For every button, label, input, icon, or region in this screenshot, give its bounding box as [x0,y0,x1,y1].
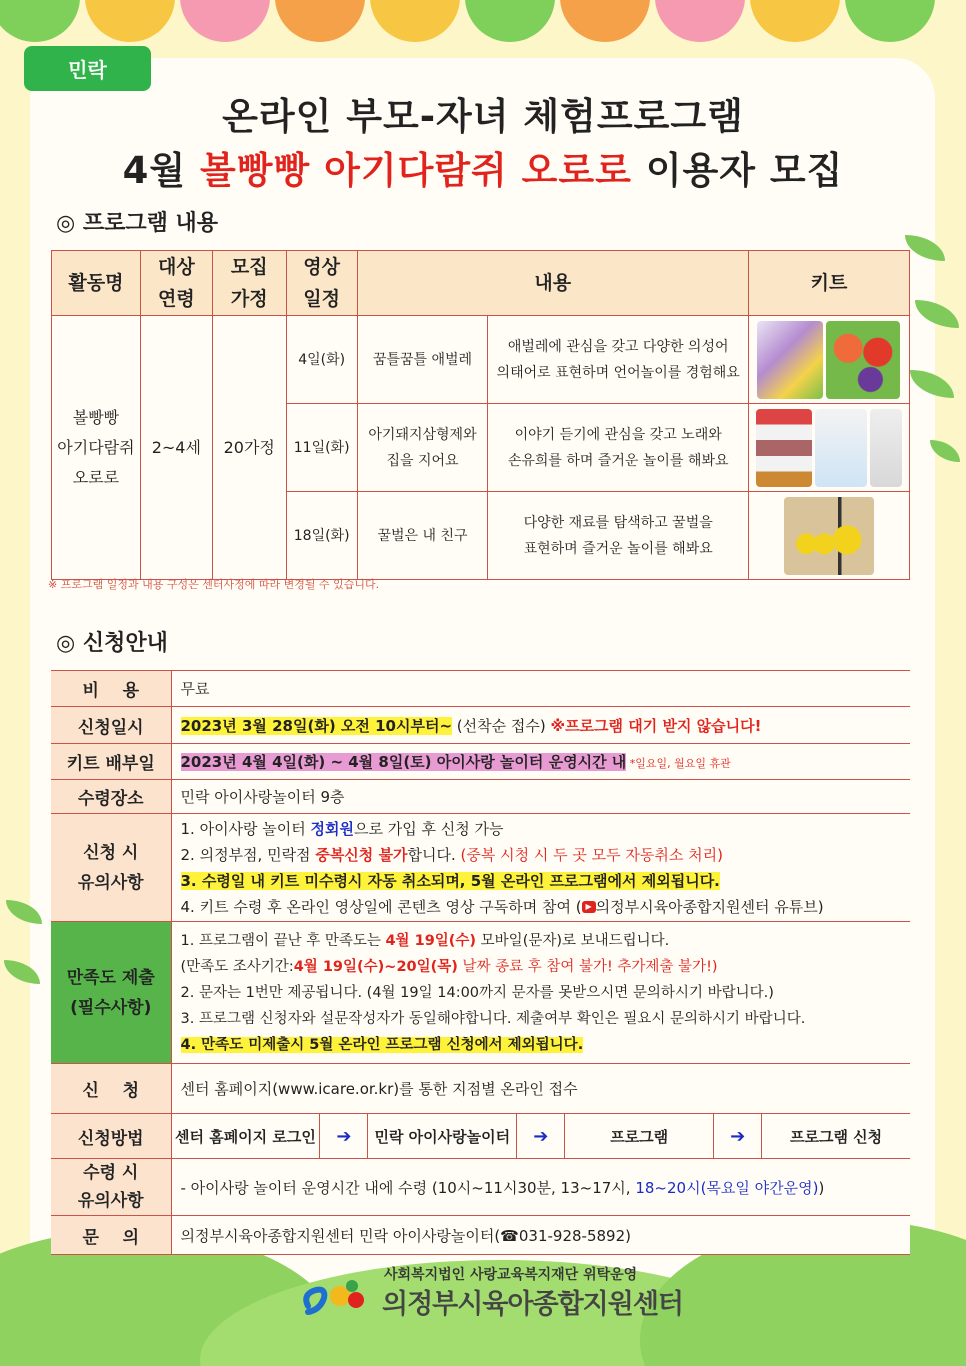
header-kit: 키트 [748,251,909,316]
method-step-login: 센터 홈페이지 로그인 [172,1114,321,1158]
branch-tag: 민락 [24,46,151,91]
apply-table [51,670,910,1255]
kit-image-bee [748,492,909,580]
page-subtitle [0,140,966,194]
kit-image-caterpillar [748,316,909,404]
footer-logo [300,1262,700,1322]
receive-value: - 아이사랑 놀이터 운영시간 내에 수령 (10시~11시30분, 13~17시, 18~20시(목요일 야간운영)) [171,1159,910,1216]
row-title: 아기돼지삼형제와 집을 지어요 [357,404,488,492]
target-age: 2~4세 [140,316,212,580]
caution-value: 1. 아이사랑 놀이터 정회원으로 가입 후 신청 가능 2. 의정부점, 민락점 중복신청 불가합니다. (중복 시청 시 두 곳 모두 자동취소 처리) 3. 수령일 내 키트 미수령시 자동 취소되며, 5월 온라인 프로그램에서 제외됩니다. 4. 키트 수령 후 온라인 영상일에 콘텐츠 영상 구독하며 참여 ( ▶ 의정부시육아종합지원센터 유튜브) [171,814,910,922]
kit-day-value: 2023년 4월 4일(화) ~ 4월 8일(토) 아이사랑 놀이터 운영시간 내 *일요일, 월요일 휴관 [171,744,910,780]
fee-label: 비 용 [51,671,171,707]
survey-label: 만족도 제출 (필수사항) [51,922,171,1064]
apply-date-label: 신청일시 [51,707,171,744]
recruit-families: 20가정 [212,316,286,580]
row-desc: 애벌레에 관심을 갖고 다양한 의성어 의태어로 표현하며 언어놀이를 경험해요 [488,316,749,404]
method-step-branch: 민락 아이사랑놀이터 [368,1114,517,1158]
signup-value: 센터 홈페이지(www.icare.or.kr)를 통한 지점별 온라인 접수 [171,1064,910,1114]
page-title: 온라인 부모-자녀 체험프로그램 [222,95,744,138]
center-logo-icon [300,1276,380,1320]
kit-image-three-pigs [748,404,909,492]
apply-date-value: 2023년 3월 28일(화) 오전 10시부터~ (선착순 접수) ※프로그램 대기 받지 않습니다! [171,707,910,744]
signup-label: 신 청 [51,1064,171,1114]
survey-value: 1. 프로그램이 끝난 후 만족도는 4월 19일(수) 모바일(문자)로 보내드립니다. (만족도 조사기간:4월 19일(수)~20일(목) 날짜 종료 후 참여 불가! 추가제출 불가!) 2. 문자는 1번만 제공됩니다. (4월 19일 14:00까지 문자를 못받으시면 문의하시기 바랍니다.) 3. 프로그램 신청자와 설문작성자가 동일해야합니다. 제출여부 확인은 필요시 문의하시기 바랍니다. 4. 만족도 미제출시 5월 온라인 프로그램 신청에서 제외됩니다. [171,922,910,1064]
caution-label: 신청 시 유의사항 [51,814,171,922]
header-activity: 활동명 [52,251,141,316]
subtitle-program-name: 볼빵빵 아기다람쥐 오로로 [199,149,632,192]
decorative-circles [0,0,966,52]
receive-label: 수령 시 유의사항 [51,1159,171,1216]
place-label: 수령장소 [51,780,171,814]
method-label: 신청방법 [51,1114,171,1159]
row-desc: 이야기 듣기에 관심을 갖고 노래와 손유희를 하며 즐거운 놀이를 해봐요 [488,404,749,492]
youtube-icon: ▶ [582,901,596,913]
method-steps [171,1114,910,1159]
arrow-right-icon: ➔ [517,1114,565,1158]
row-date: 11일(화) [286,404,357,492]
place-value: 민락 아이사랑놀이터 9층 [171,780,910,814]
header-content: 내용 [357,251,748,316]
footer-center-name: 의정부시육아종합지원센터 [382,1289,683,1320]
program-section-title: ◎ 프로그램 내용 [56,211,219,236]
arrow-right-icon: ➔ [320,1114,368,1158]
footer-subtitle: 사회복지법인 사랑교육복지재단 위탁운영 [384,1267,638,1283]
method-step-program: 프로그램 [565,1114,714,1158]
activity-name: 볼빵빵 아기다람쥐 오로로 [52,316,141,580]
kit-day-label: 키트 배부일 [51,744,171,780]
program-table [51,250,910,580]
header-date: 영상 일정 [286,251,357,316]
subtitle-recruit: 이용자 모집 [645,149,844,192]
row-title: 꿈틀꿈틀 애벌레 [357,316,488,404]
method-step-apply: 프로그램 신청 [789,1127,883,1146]
subtitle-month: 4월 [122,149,187,192]
arrow-right-icon: ➔ [714,1114,762,1158]
inquiry-label: 문 의 [51,1216,171,1255]
inquiry-value: 의정부시육아종합지원센터 민락 아이사랑놀이터(☎031-928-5892) [171,1216,910,1255]
fee-value: 무료 [171,671,910,707]
program-note: ※ 프로그램 일정과 내용 구성은 센터사정에 따라 변경될 수 있습니다. [48,578,380,591]
row-date: 18일(화) [286,492,357,580]
row-date: 4일(화) [286,316,357,404]
row-desc: 다양한 재료를 탐색하고 꿀벌을 표현하며 즐거운 놀이를 해봐요 [488,492,749,580]
apply-section-title: ◎ 신청안내 [56,631,168,656]
header-recruit: 모집 가정 [212,251,286,316]
header-age: 대상 연령 [140,251,212,316]
row-title: 꿀벌은 내 친구 [357,492,488,580]
